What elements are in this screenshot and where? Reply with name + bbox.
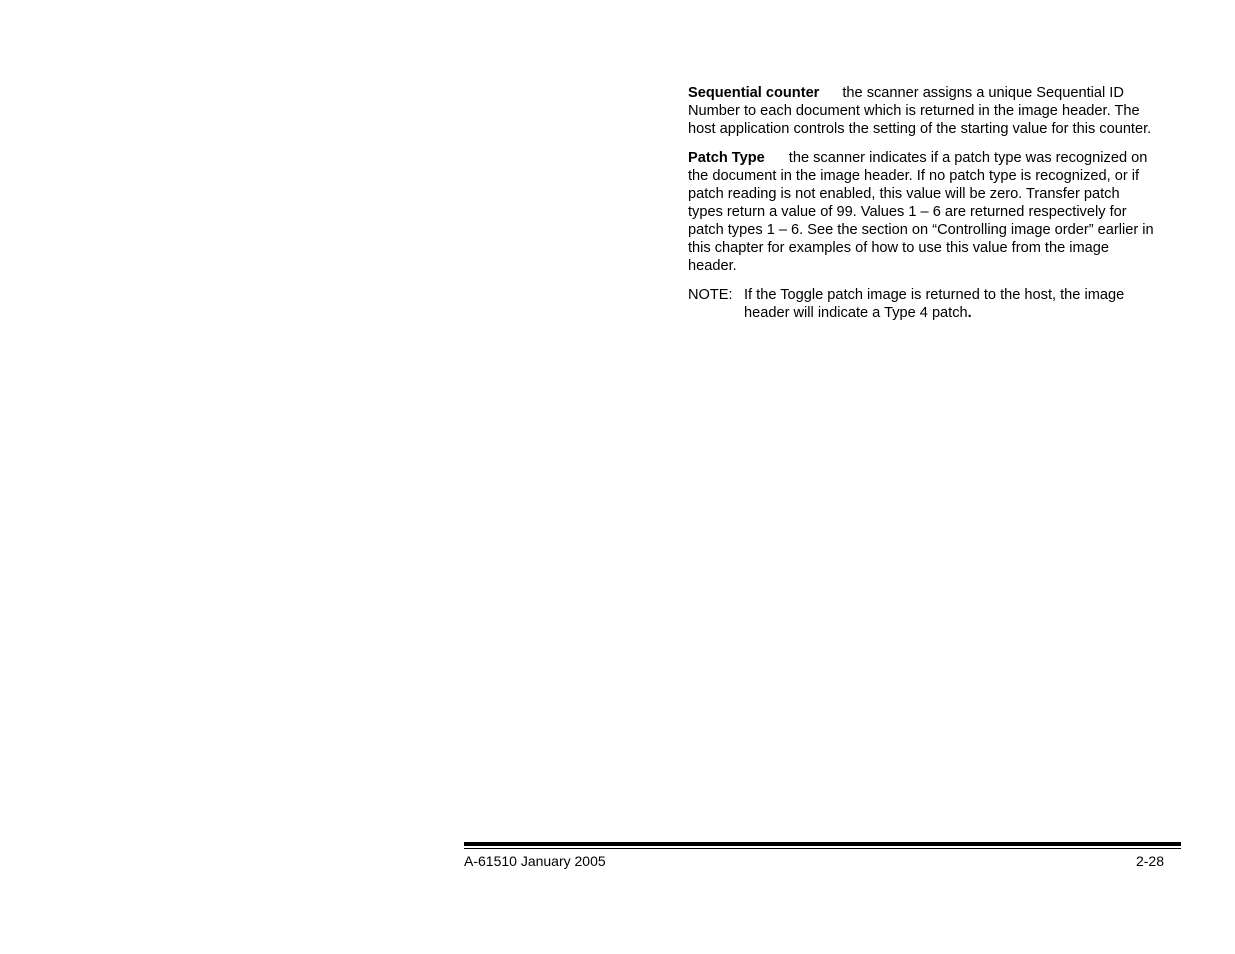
page-number: 2-28 — [1135, 853, 1164, 869]
note-end-period: . — [967, 305, 972, 321]
note-text-container — [744, 286, 1158, 322]
footer-doc-id: A-61510 January 2005 — [464, 853, 606, 869]
sequential-counter-text: the scanner assigns a unique Sequential ID Number to each document which is returned in the image header. The host application controls the setting of the starting value for this counter. — [688, 85, 1152, 137]
note — [688, 286, 1158, 322]
note-label: NOTE: — [688, 287, 733, 303]
footer-rule-thin — [464, 848, 1181, 849]
patch-type-text: the scanner indicates if a patch type was recognized on the document in the image header. If no patch type is recognized, or if patch reading is not enabled, this value will be zero. Transfer patch types return a value of 99. Values 1 – 6 are returned respectively for patch types 1 – 6. See the section on “Controlling image order” earlier in this chapter for examples of how to use this value from the image header. — [688, 150, 1154, 274]
footer-rule-thick — [464, 842, 1181, 846]
sequential-counter-term: Sequential counter — [688, 85, 820, 101]
sequential-counter-paragraph — [688, 84, 1158, 138]
patch-type-term: Patch Type — [688, 150, 765, 166]
document-body — [688, 84, 1158, 322]
note-text: If the Toggle patch image is returned to the host, the image header will indicate a Type 4 patch — [744, 287, 1125, 321]
patch-type-paragraph — [688, 149, 1158, 275]
